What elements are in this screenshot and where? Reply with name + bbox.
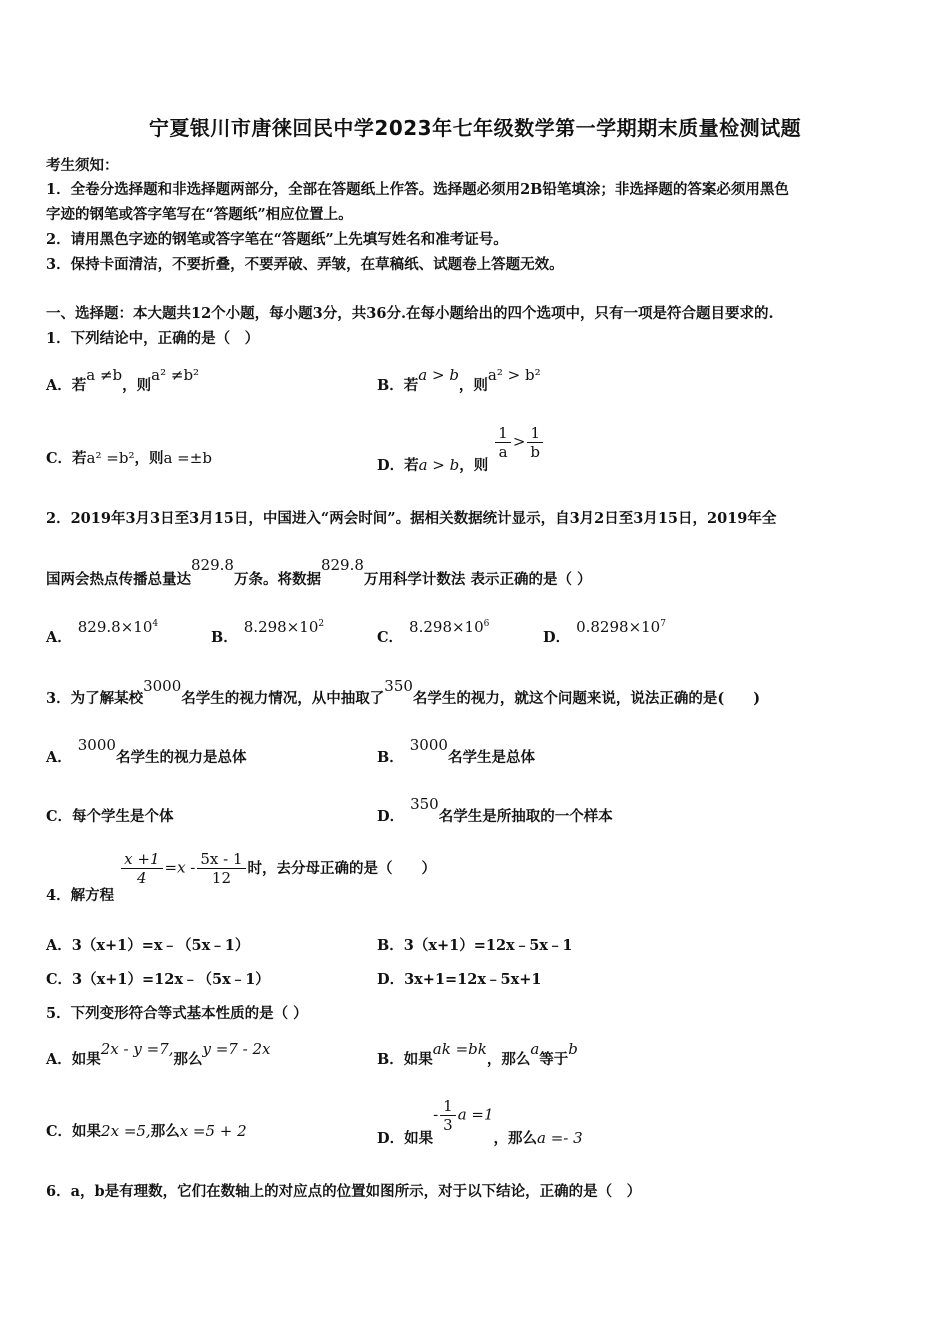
- fraction-x-plus-1-over-4: $\frac{x +1}{4}$: [121, 850, 162, 887]
- notice-item-1: 1．全卷分选择题和非选择题两部分，全部在答题纸上作答。选择题必须用2B铅笔填涂；非选择题的答案必须用黑色: [46, 181, 789, 198]
- q2-option-a: A．$829.8\times 10^4$: [46, 618, 159, 646]
- q5-stem: 5．下列变形符合等式基本性质的是（ ）: [46, 1005, 308, 1022]
- q4-option-c: C．3（x+1）=12x﹣（5x﹣1）: [46, 971, 270, 988]
- notice-item-3: 3．保持卡面清洁，不要折叠，不要弄破、弄皱，在草稿纸、试题卷上答题无效。: [46, 256, 564, 273]
- q4-stem: 4．解方程 $\frac{x +1}{4}$ =x - $\frac{5x - 1}{12}$ 时，去分母正确的是（ ）: [46, 850, 437, 904]
- fraction-1-over-b: $\frac{1}{b}$: [527, 424, 543, 461]
- q1-option-c: C．若a² =b²，则a =±b: [46, 449, 212, 467]
- fraction-1-over-3: $\frac{1}{3}$: [440, 1097, 456, 1134]
- page-title: 宁夏银川市唐徕回民中学2023年七年级数学第一学期期末质量检测试题: [148, 116, 802, 140]
- q3-stem: 3．为了解某校3000名学生的视力情况，从中抽取了350名学生的视力，就这个问题来说，说法正确的是( ): [46, 677, 761, 707]
- q5-option-b: B．如果ak =bk，那么a等于b: [377, 1040, 578, 1068]
- q4-option-a: A．3（x+1）=x﹣（5x﹣1）: [46, 937, 250, 954]
- fraction-1-over-a: $\frac{1}{a}$: [495, 424, 511, 461]
- q1-stem: 1．下列结论中，正确的是（ ）: [46, 330, 260, 347]
- q2-option-d: D．$0.8298\times 10^7$: [543, 618, 666, 646]
- q2-option-c: C．$8.298\times 10^6$: [377, 618, 490, 646]
- fraction-5x-minus-1-over-12: $\frac{5x - 1}{12}$: [197, 850, 245, 887]
- q6-stem: 6．a，b是有理数，它们在数轴上的对应点的位置如图所示，对于以下结论，正确的是（ ）: [46, 1183, 642, 1200]
- notice-item-1-cont: 字迹的钢笔或答字笔写在“答题纸”相应位置上。: [46, 206, 353, 223]
- q1-option-b: B．若a > b，则a² > b²: [377, 366, 541, 394]
- section-heading: 一、选择题：本大题共12个小题，每小题3分，共36分.在每小题给出的四个选项中，只有一项是符合题目要求的.: [46, 305, 774, 322]
- notice-heading: 考生须知：: [46, 157, 119, 174]
- q5-option-a: A．如果2x - y =7,那么y =7 - 2x: [46, 1040, 271, 1068]
- q1-option-d: D．若a > b，则 $\frac{1}{a}$ > $\frac{1}{b}$: [377, 424, 545, 461]
- q2-stem-line1: 2．2019年3月3日至3月15日，中国进入“两会时间”。据相关数据统计显示，自3月2日至3月15日，2019年全: [46, 510, 777, 527]
- q4-option-b: B．3（x+1）=12x﹣5x﹣1: [377, 937, 573, 954]
- q1-option-a: A．若a ≠b，则a² ≠b²: [46, 366, 200, 394]
- q5-option-d: D．如果- $\frac{1}{3}$ a =1，那么a =- 3: [377, 1097, 583, 1147]
- q4-option-d: D．3x+1=12x﹣5x+1: [377, 971, 542, 988]
- q3-option-a: A．3000名学生的视力是总体: [46, 736, 247, 766]
- q5-option-c: C．如果2x =5,那么x =5 + 2: [46, 1122, 247, 1140]
- q3-option-c: C．每个学生是个体: [46, 808, 174, 825]
- notice-item-2: 2．请用黑色字迹的钢笔或答字笔在“答题纸”上先填写姓名和准考证号。: [46, 231, 508, 248]
- q3-option-d: D．350名学生是所抽取的一个样本: [377, 795, 613, 825]
- q3-option-b: B．3000名学生是总体: [377, 736, 535, 766]
- q2-option-b: B．$8.298\times 10^2$: [211, 618, 325, 646]
- q2-stem-line2: 国两会热点传播总量达829.8万条。将数据829.8万用科学计数法 表示正确的是（ ）: [46, 556, 592, 588]
